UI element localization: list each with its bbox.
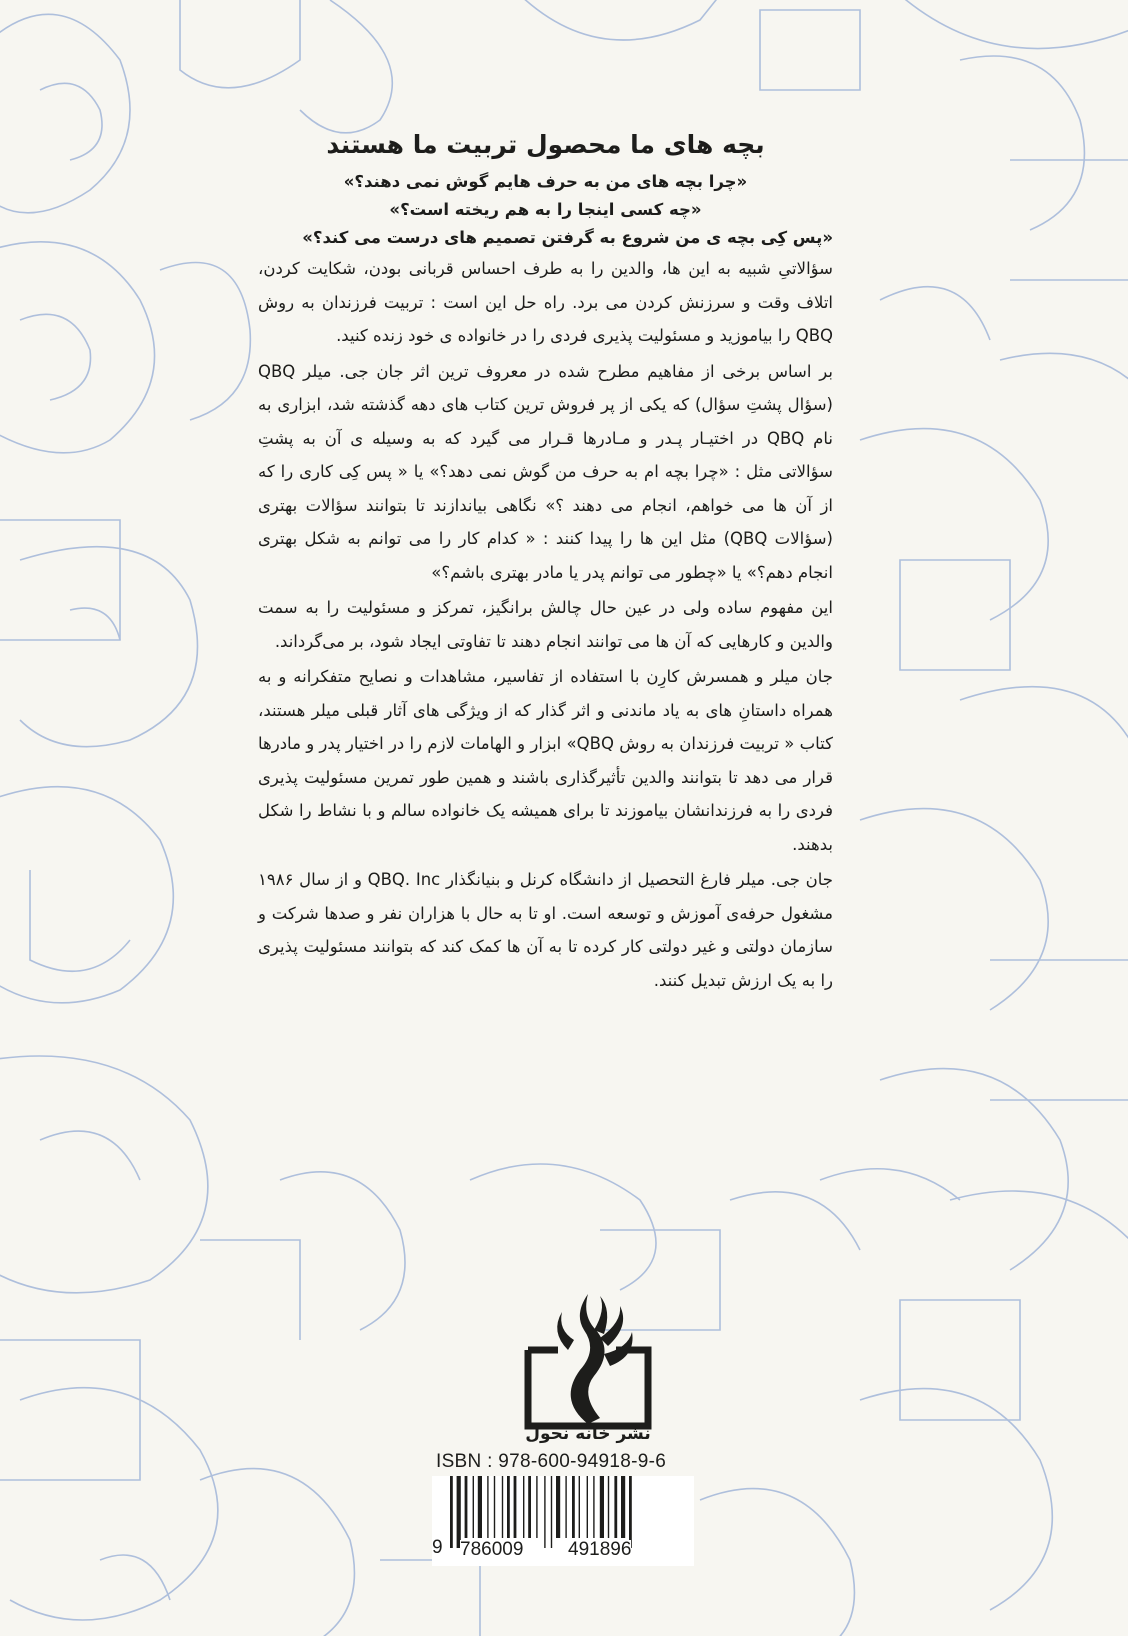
barcode-bar bbox=[621, 1476, 625, 1538]
question-1: «چرا بچه های من به حرف هایم گوش نمی دهند؟» bbox=[343, 172, 748, 191]
paragraph-1: سؤالاتیِ شبیه به این ها، والدین را به طرف احساس قربانی بودن، شکایت کردن، اتلاف وقت و سرزنش کردن می برد. راه حل این است : تربیت فرزندان به روش QBQ را بیاموزید و مسئولیت پذیری فردی را در خانواده ی خود زنده کنید. bbox=[258, 259, 833, 345]
barcode-bar bbox=[465, 1476, 468, 1538]
back-cover-text bbox=[258, 128, 833, 999]
barcode-bar bbox=[507, 1476, 510, 1538]
isbn-number: ISBN : 978-600-94918-9-6 bbox=[436, 1451, 667, 1472]
barcode-bar bbox=[608, 1476, 609, 1538]
barcode-bar bbox=[487, 1476, 488, 1538]
barcode-digit-first: 9 bbox=[432, 1537, 443, 1558]
barcode-bar bbox=[600, 1476, 604, 1538]
paragraph-3: این مفهوم ساده ولی در عین حال چالش برانگیز، تمرکز و مسئولیت را به سمت والدین و کارهایی که آن ها می توانند انجام دهند تا تفاوتی ایجاد شود، بر می‌گرداند. bbox=[258, 598, 833, 651]
barcode-bar bbox=[551, 1476, 552, 1548]
publisher-name: نشر خانه نحول bbox=[525, 1424, 651, 1444]
barcode-bar bbox=[502, 1476, 503, 1538]
barcode-bar bbox=[587, 1476, 588, 1538]
barcode-bar bbox=[450, 1476, 453, 1548]
bird-in-frame-icon bbox=[488, 1290, 688, 1430]
barcode-bar bbox=[523, 1476, 524, 1538]
barcode-bar bbox=[494, 1476, 495, 1538]
question-2: «چه کسی اینجا را به هم ریخته است؟» bbox=[389, 200, 702, 219]
barcode-bar bbox=[565, 1476, 566, 1538]
paragraph-4: جان میلر و همسرش کارِن با استفاده از تفاسیر، مشاهدات و نصایح متفکرانه و به همراه داستانِ های به یاد ماندنی و اثر گذار که از ویژگی های آثار قبلی میلر هستند، کتاب « تربیت فرزندان به روش QBQ» ابزار و الهامات لازم را در اختیار پدر و مادرها قرار می دهد تا بتوانند والدین تأثیرگذاری باشند و همین طور تمرین مسئولیت پذیری فردی را به فرزندانشان بیاموزند تا برای همیشه یک خانواده سالم و با نشاط را شکل بدهند. bbox=[258, 667, 834, 854]
barcode-bar bbox=[556, 1476, 560, 1538]
barcode-group-left: 786009 bbox=[460, 1539, 524, 1560]
barcode-group-right: 491896 bbox=[568, 1539, 632, 1560]
barcode-bar bbox=[528, 1476, 531, 1538]
paragraph-2: بر اساس برخی از مفاهیم مطرح شده در معروف ترین اثر جان جی. میلر QBQ (سؤال پشتِ سؤال) که یکی از پر فروش ترین کتاب های دهه گذشته شد، ابزاری به نام QBQ در اختیـار پـدر و مـادرها قـرار می گیرد که به وسیله ی آن به پشتِ سؤالاتی مثل : «چرا بچه ام به حرف من گوش نمی دهد؟» یا « پس کِی کاری را که از آن ها می خواهم، انجام می دهند ؟» نگاهی بیاندازند تا بتوانند سؤالات بهتری (سؤالات QBQ) مثل این ها را پیدا کنند : « کدام کار را می توانم به شکل بهتری انجام دهم؟» یا «چطور می توانم پدر یا مادر بهتری باشم؟» bbox=[258, 361, 833, 582]
barcode-bar bbox=[457, 1476, 461, 1548]
barcode bbox=[432, 1476, 694, 1566]
paragraph-5: جان جی. میلر فارغ التحصیل از دانشگاه کرنل و بنیانگذار QBQ. Inc و از سال ۱۹۸۶ مشغول حرفه‌ی آموزش و توسعه است. او تا به حال با هزاران نفر و صدها شرکت و سازمان دولتی و غیر دولتی کار کرده تا به آن ها کمک کند که بتوانند مسئولیت پذیری را به یک ارزش تبدیل کنند. bbox=[258, 870, 833, 990]
barcode-bar bbox=[536, 1476, 537, 1538]
barcode-bars bbox=[450, 1476, 680, 1548]
barcode-bar bbox=[593, 1476, 594, 1538]
barcode-bar bbox=[514, 1476, 517, 1538]
barcode-bar bbox=[579, 1476, 580, 1538]
barcode-bar bbox=[614, 1476, 617, 1538]
barcode-bar bbox=[629, 1476, 632, 1548]
question-3: «پس کِی بچه ی من شروع به گرفتن تصمیم های درست می کند؟» bbox=[302, 228, 833, 247]
barcode-bar bbox=[478, 1476, 482, 1538]
page-title: بچه های ما محصول تربیت ما هستند bbox=[326, 130, 765, 159]
barcode-bar bbox=[473, 1476, 474, 1538]
barcode-bar bbox=[572, 1476, 575, 1538]
barcode-bar bbox=[544, 1476, 545, 1548]
